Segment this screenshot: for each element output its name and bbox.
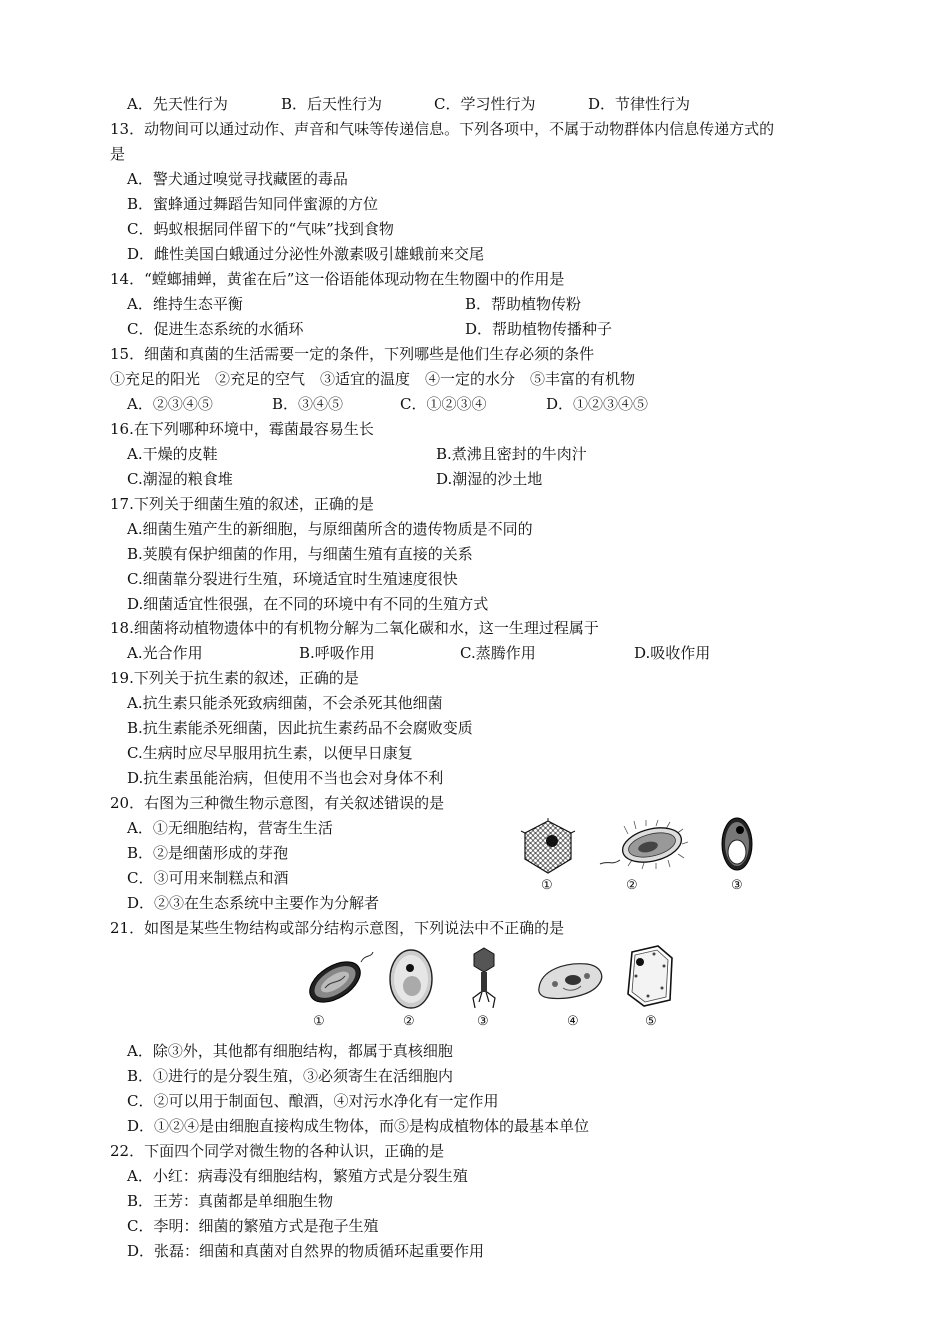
q21-figure-label-5: ⑤ (645, 1014, 657, 1029)
q13-stem: 13．动物间可以通过动作、声音和气味等传递信息。下列各项中，不属于动物群体内信息传递方式的 (110, 120, 775, 138)
q22-option-d: D．张磊：细菌和真菌对自然界的物质循环起重要作用 (127, 1242, 485, 1260)
q21-option-b: B．①进行的是分裂生殖，③必须寄生在活细胞内 (127, 1067, 454, 1085)
q20-figure-label-1: ① (541, 878, 553, 893)
q17-option-b: B.荚膜有保护细菌的作用，与细菌生殖有直接的关系 (127, 545, 473, 563)
q15-conditions: ①充足的阳光 ②充足的空气 ③适宜的温度 ④一定的水分 ⑤丰富的有机物 (110, 370, 636, 388)
yeast-illustration (720, 816, 754, 872)
q12-option-d: D．节律性行为 (588, 95, 691, 113)
q15-stem: 15．细菌和真菌的生活需要一定的条件，下列哪些是他们生存必须的条件 (110, 345, 595, 363)
q17-option-d: D.细菌适宜性很强，在不同的环境中有不同的生殖方式 (127, 595, 489, 613)
q18-option-b: B.呼吸作用 (299, 644, 375, 662)
yeast-cell-illustration (388, 948, 434, 1010)
q20-option-b: B．②是细菌形成的芽孢 (127, 844, 289, 862)
q19-option-b: B.抗生素能杀死细菌，因此抗生素药品不会腐败变质 (127, 719, 473, 737)
q12-option-b: B．后天性行为 (281, 95, 383, 113)
q20-figure-label-3: ③ (731, 878, 743, 893)
q20-option-a: A．①无细胞结构，营寄生生活 (127, 819, 333, 837)
q13-stem-cont: 是 (110, 145, 126, 163)
q12-option-c: C．学习性行为 (434, 95, 536, 113)
q16-option-d: D.潮湿的沙土地 (436, 470, 543, 488)
q20-stem: 20．右图为三种微生物示意图，有关叙述错误的是 (110, 794, 445, 812)
bacterium-flagellum-illustration (303, 950, 379, 1008)
q16-stem: 16.在下列哪种环境中，霉菌最容易生长 (110, 420, 374, 438)
q21-stem: 21．如图是某些生物结构或部分结构示意图，下列说法中不正确的是 (110, 919, 565, 937)
q16-option-a: A.干燥的皮鞋 (127, 445, 218, 463)
q14-option-d: D．帮助植物传播种子 (465, 320, 613, 338)
q21-option-a: A．除③外，其他都有细胞结构，都属于真核细胞 (127, 1042, 453, 1060)
q14-option-a: A．维持生态平衡 (127, 295, 243, 313)
q21-figure-label-1: ① (313, 1014, 325, 1029)
q13-option-d: D．雌性美国白蛾通过分泌性外激素吸引雄蛾前来交尾 (127, 245, 485, 263)
bacterium-illustration (598, 820, 690, 870)
q18-option-a: A.光合作用 (127, 644, 203, 662)
q20-figure-label-2: ② (626, 878, 638, 893)
q21-figure-label-4: ④ (567, 1014, 579, 1029)
q15-option-c: C．①②③④ (400, 395, 487, 413)
virus-illustration (518, 818, 578, 876)
q21-option-c: C．②可以用于制面包、酿酒，④对污水净化有一定作用 (127, 1092, 499, 1110)
q14-option-c: C．促进生态系统的水循环 (127, 320, 304, 338)
q16-option-b: B.煮沸且密封的牛肉汁 (436, 445, 587, 463)
q18-option-c: C.蒸腾作用 (460, 644, 536, 662)
q21-option-d: D．①②④是由细胞直接构成生物体，而⑤是构成植物体的最基本单位 (127, 1117, 590, 1135)
q22-option-b: B．王芳：真菌都是单细胞生物 (127, 1192, 334, 1210)
q18-option-d: D.吸收作用 (634, 644, 711, 662)
q13-option-b: B．蜜蜂通过舞蹈告知同伴蜜源的方位 (127, 195, 379, 213)
q19-option-d: D.抗生素虽能治病，但使用不当也会对身体不利 (127, 769, 444, 787)
q19-stem: 19.下列关于抗生素的叙述，正确的是 (110, 669, 359, 687)
paramecium-illustration (535, 958, 607, 1002)
q19-option-c: C.生病时应尽早服用抗生素，以便早日康复 (127, 744, 413, 762)
q16-option-c: C.潮湿的粮食堆 (127, 470, 233, 488)
q13-option-a: A．警犬通过嗅觉寻找藏匿的毒品 (127, 170, 348, 188)
q18-stem: 18.细菌将动植物遗体中的有机物分解为二氧化碳和水，这一生理过程属于 (110, 619, 599, 637)
q14-stem: 14．“螳螂捕蝉，黄雀在后”这一俗语能体现动物在生物圈中的作用是 (110, 270, 565, 288)
q17-option-a: A.细菌生殖产生的新细胞，与原细菌所含的遗传物质是不同的 (127, 520, 533, 538)
q22-stem: 22．下面四个同学对微生物的各种认识，正确的是 (110, 1142, 445, 1160)
q22-option-c: C．李明：细菌的繁殖方式是孢子生殖 (127, 1217, 379, 1235)
q12-option-a: A．先天性行为 (127, 95, 228, 113)
q21-figure-label-2: ② (403, 1014, 415, 1029)
q17-stem: 17.下列关于细菌生殖的叙述，正确的是 (110, 495, 374, 513)
q13-option-c: C．蚂蚁根据同伴留下的“气味”找到食物 (127, 220, 394, 238)
bacteriophage-illustration (469, 946, 499, 1010)
q15-option-a: A．②③④⑤ (127, 395, 213, 413)
q14-option-b: B．帮助植物传粉 (465, 295, 582, 313)
q22-option-a: A．小红：病毒没有细胞结构，繁殖方式是分裂生殖 (127, 1167, 468, 1185)
q15-option-d: D．①②③④⑤ (546, 395, 649, 413)
q17-option-c: C.细菌靠分裂进行生殖，环境适宜时生殖速度很快 (127, 570, 458, 588)
q20-option-d: D．②③在生态系统中主要作为分解者 (127, 894, 380, 912)
q19-option-a: A.抗生素只能杀死致病细菌，不会杀死其他细菌 (127, 694, 443, 712)
plant-cell-illustration (624, 944, 676, 1008)
q20-option-c: C．③可用来制糕点和酒 (127, 869, 289, 887)
q21-figure-label-3: ③ (477, 1014, 489, 1029)
q15-option-b: B．③④⑤ (272, 395, 344, 413)
